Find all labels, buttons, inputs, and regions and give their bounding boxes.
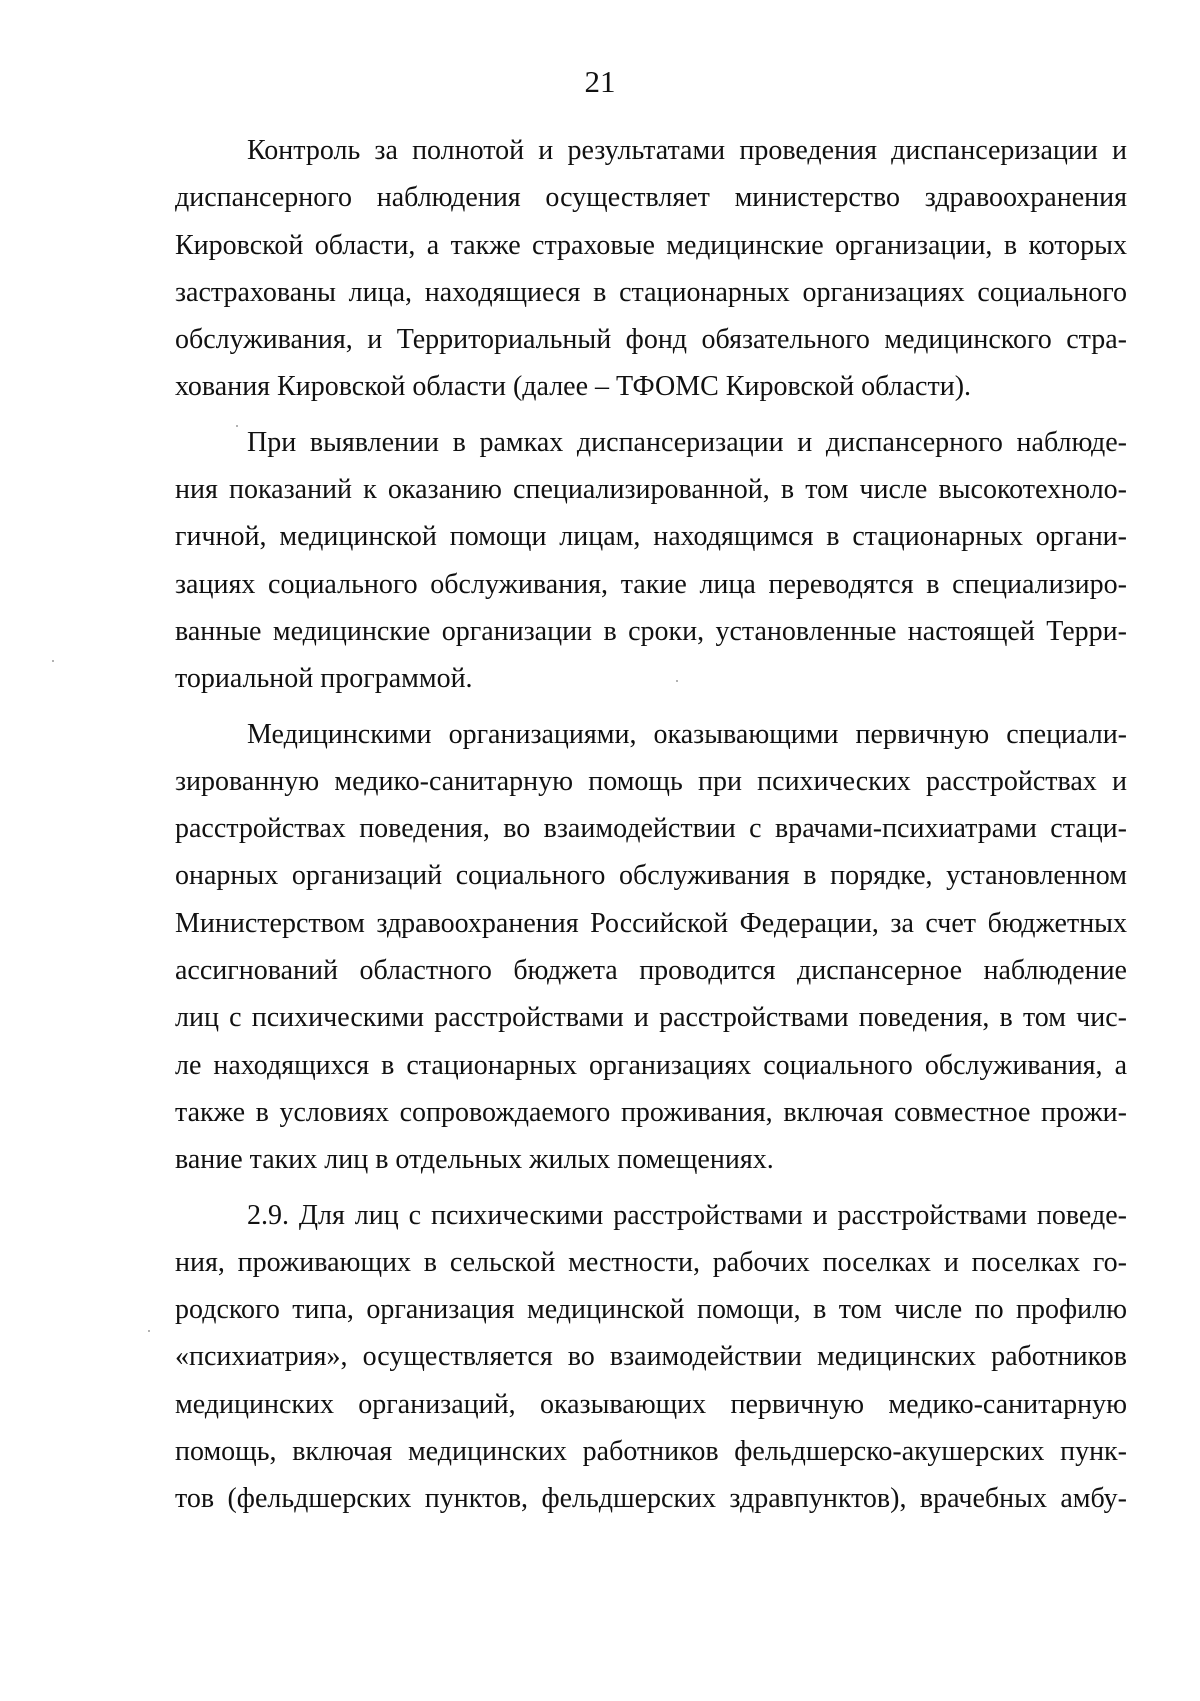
paragraph-line: ле находящихся в стационарных организациях социального обслуживания, а [175,1049,1127,1081]
paragraph-line: Контроль за полнотой и результатами проведения диспансеризации и [247,135,1127,166]
scan-speck [676,680,678,682]
paragraph-line: «психиатрия», осуществляется во взаимодействии медицинских работников [175,1341,1127,1373]
paragraph-line: Кировской области, а также страховые медицинские организации, в которых [175,229,1127,261]
paragraph-line: застрахованы лица, находящиеся в стационарных организациях социального [175,276,1127,308]
paragraph-line: помощь, включая медицинских работников фельдшерско-акушерских пунк- [175,1436,1127,1468]
paragraph-line: родского типа, организация медицинской помощи, в том числе по профилю [175,1294,1127,1326]
paragraph-line: ториальной программой. [175,663,473,695]
scan-speck [52,660,54,662]
paragraph-line: При выявлении в рамках диспансеризации и диспансерного наблюде- [247,426,1127,458]
paragraph-line: диспансерного наблюдения осуществляет министерство здравоохранения [175,182,1127,214]
paragraph-line: хования Кировской области (далее – ТФОМС Кировской области). [175,371,972,403]
body-text [175,127,1127,1523]
paragraph-line: онарных организаций социального обслуживания в порядке, установленном [175,860,1127,892]
paragraph-line: вание таких лиц в отдельных жилых помещениях. [175,1144,774,1176]
paragraph-line: лиц с психическими расстройствами и расстройствами поведения, в том чис- [175,1002,1127,1034]
scan-speck [236,425,238,427]
paragraph-line: тов (фельдшерских пунктов, фельдшерских здравпунктов), врачебных амбу- [175,1483,1127,1515]
paragraph-psychiatric-dispensary-observation [175,711,1127,1184]
paragraph-control-dispensary [175,127,1127,411]
paragraph-line: ассигнований областного бюджета проводится диспансерное наблюдение [175,955,1127,987]
paragraph-line: гичной, медицинской помощи лицам, находящимся в стационарных органи- [175,521,1127,553]
paragraph-line: Медицинскими организациями, оказывающими первичную специали- [247,718,1127,750]
page-number: 21 [584,64,616,99]
paragraph-line: ния, проживающих в сельской местности, рабочих поселках и поселках го- [175,1246,1127,1278]
paragraph-line: ния показаний к оказанию специализированной, в том числе высокотехноло- [175,474,1127,506]
paragraph-line: медицинских организаций, оказывающих первичную медико-санитарную [175,1388,1127,1420]
paragraph-line: зированную медико-санитарную помощь при психических расстройствах и [175,765,1127,797]
paragraph-line: обслуживания, и Территориальный фонд обязательного медицинского стра- [175,324,1127,356]
paragraph-specialized-care-transfer [175,419,1127,703]
paragraph-line: зациях социального обслуживания, такие лица переводятся в специализиро- [175,568,1127,600]
scan-speck [148,1330,150,1332]
paragraph-section-2-9 [175,1192,1127,1523]
paragraph-line: ванные медицинские организации в сроки, установленные настоящей Терри- [175,615,1127,647]
paragraph-line: расстройствах поведения, во взаимодействии с врачами-психиатрами стаци- [175,813,1127,845]
paragraph-line: также в условиях сопровождаемого проживания, включая совместное прожи- [175,1096,1127,1128]
paragraph-line: Министерством здравоохранения Российской Федерации, за счет бюджетных [175,907,1127,939]
paragraph-line: 2.9. Для лиц с психическими расстройствами и расстройствами поведе- [247,1199,1127,1231]
